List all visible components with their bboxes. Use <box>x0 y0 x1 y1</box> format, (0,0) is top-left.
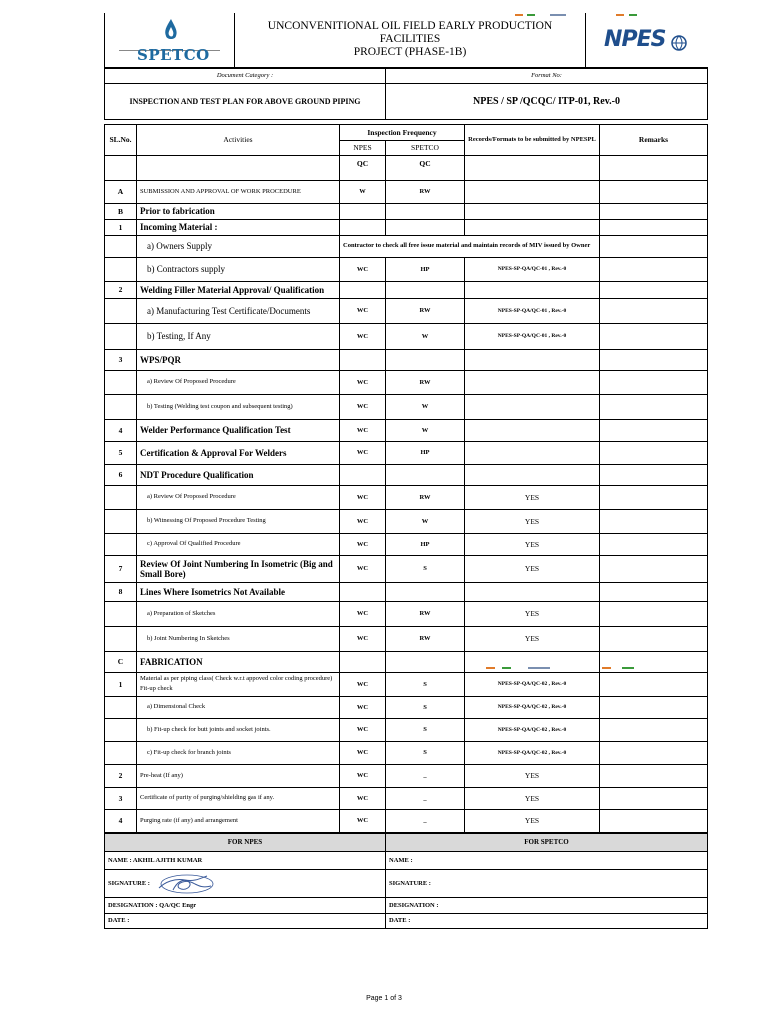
row-spetco: S <box>386 741 465 764</box>
row-sl <box>105 696 137 718</box>
row-sl <box>105 533 137 555</box>
npes-signature-cell <box>105 869 386 897</box>
row-activity: b) Fit-up check for butt joints and socket joints. <box>137 718 340 741</box>
row-records: YES <box>465 555 600 582</box>
row-npes: WC <box>340 323 386 349</box>
spetco-name: NAME : <box>386 851 708 869</box>
row-records: NPES-SP-QA/QC-02 , Rev.-0 <box>465 741 600 764</box>
spetco-designation: DESIGNATION : <box>386 897 708 913</box>
row-npes <box>340 651 386 672</box>
row-npes: WC <box>340 809 386 832</box>
table-row <box>105 441 708 464</box>
row-sl: 1 <box>105 672 137 696</box>
row-sl: 4 <box>105 809 137 832</box>
row-remarks <box>600 651 708 672</box>
row-records: YES <box>465 601 600 626</box>
row-sl <box>105 741 137 764</box>
format-no: NPES / SP /QCQC/ ITP-01, Rev.-0 <box>386 83 708 119</box>
row-spetco: RW <box>386 601 465 626</box>
col-sl: SL.No. <box>105 124 137 155</box>
row-activity: Welding Filler Material Approval/ Qualification <box>137 281 340 298</box>
row-remarks <box>600 464 708 485</box>
row-remarks <box>600 419 708 441</box>
project-title <box>235 13 586 67</box>
doc-category-label: Document Category : <box>105 68 386 83</box>
table-row <box>105 235 708 257</box>
row-records: YES <box>465 533 600 555</box>
row-npes <box>340 582 386 601</box>
row-spetco: W <box>386 323 465 349</box>
row-sl: C <box>105 651 137 672</box>
itp-rows <box>105 180 708 832</box>
row-npes: WC <box>340 533 386 555</box>
row-activity: b) Testing (Welding test coupon and subsequent testing) <box>137 394 340 419</box>
table-row <box>105 509 708 533</box>
table-row <box>105 764 708 787</box>
table-row <box>105 533 708 555</box>
flame-icon <box>163 18 179 44</box>
row-sl: B <box>105 203 137 219</box>
format-no-label: Format No: <box>386 68 708 83</box>
table-row <box>105 696 708 718</box>
row-records <box>465 349 600 370</box>
spetco-date: DATE : <box>386 913 708 928</box>
row-sl <box>105 601 137 626</box>
col-activities: Activities <box>137 124 340 155</box>
col-spetco: SPETCO <box>386 140 465 155</box>
handwritten-signature <box>155 872 215 896</box>
row-npes <box>340 219 386 235</box>
row-sl: 3 <box>105 349 137 370</box>
row-activity: a) Manufacturing Test Certificate/Documents <box>137 298 340 323</box>
row-sl <box>105 718 137 741</box>
row-npes: WC <box>340 509 386 533</box>
row-records: NPES-SP-QA/QC-01 , Rev.-0 <box>465 257 600 281</box>
row-spetco <box>386 651 465 672</box>
npes-date: DATE : <box>105 913 386 928</box>
row-npes <box>340 203 386 219</box>
table-row <box>105 718 708 741</box>
row-records <box>465 394 600 419</box>
table-row <box>105 219 708 235</box>
row-records: NPES-SP-QA/QC-02 , Rev.-0 <box>465 696 600 718</box>
table-row <box>105 370 708 394</box>
row-remarks <box>600 601 708 626</box>
row-spetco: W <box>386 394 465 419</box>
row-records: YES <box>465 626 600 651</box>
table-row <box>105 349 708 370</box>
row-records: NPES-SP-QA/QC-02 , Rev.-0 <box>465 718 600 741</box>
row-merged-note: Contractor to check all free issue material and maintain records of MIV issued by Owner <box>340 235 600 257</box>
col-spetco-qc: QC <box>386 155 465 180</box>
row-spetco: RW <box>386 485 465 509</box>
row-sl: 2 <box>105 764 137 787</box>
table-row <box>105 555 708 582</box>
for-spetco-heading: FOR SPETCO <box>386 833 708 851</box>
col-npes: NPES <box>340 140 386 155</box>
row-activity: c) Approval Of Qualified Procedure <box>137 533 340 555</box>
row-records <box>465 180 600 203</box>
row-remarks <box>600 323 708 349</box>
row-sl: 3 <box>105 787 137 809</box>
row-remarks <box>600 582 708 601</box>
row-remarks <box>600 626 708 651</box>
row-remarks <box>600 281 708 298</box>
row-npes: WC <box>340 741 386 764</box>
col-remarks: Remarks <box>600 124 708 155</box>
row-records: YES <box>465 485 600 509</box>
row-activity: a) Owners Supply <box>137 235 340 257</box>
row-sl: 2 <box>105 281 137 298</box>
row-records: NPES-SP-QA/QC-01 , Rev.-0 <box>465 298 600 323</box>
row-remarks <box>600 787 708 809</box>
globe-icon <box>669 34 689 52</box>
row-activity: Material as per piping class( Check w.r.t appoved color coding procedure) Fit-up check <box>137 672 340 696</box>
row-spetco: RW <box>386 370 465 394</box>
row-spetco: HP <box>386 533 465 555</box>
row-spetco: W <box>386 509 465 533</box>
table-row <box>105 419 708 441</box>
row-sl <box>105 394 137 419</box>
row-sl <box>105 257 137 281</box>
row-activity: b) Joint Numbering In Sketches <box>137 626 340 651</box>
row-remarks <box>600 555 708 582</box>
row-remarks <box>600 235 708 257</box>
row-activity: a) Review Of Proposed Procedure <box>137 370 340 394</box>
row-spetco: W <box>386 419 465 441</box>
table-row <box>105 626 708 651</box>
table-row <box>105 203 708 219</box>
row-sl: 6 <box>105 464 137 485</box>
row-activity: a) Dimensional Check <box>137 696 340 718</box>
npes-name: NAME : AKHIL AJITH KUMAR <box>105 851 386 869</box>
row-records <box>465 582 600 601</box>
row-activity: NDT Procedure Qualification <box>137 464 340 485</box>
row-sl <box>105 323 137 349</box>
spetco-logo-cell <box>105 13 235 67</box>
row-spetco <box>386 582 465 601</box>
row-sl <box>105 509 137 533</box>
row-npes: W <box>340 180 386 203</box>
row-npes: WC <box>340 696 386 718</box>
row-npes <box>340 281 386 298</box>
row-spetco <box>386 281 465 298</box>
row-records: YES <box>465 787 600 809</box>
row-npes: WC <box>340 672 386 696</box>
table-row <box>105 485 708 509</box>
signoff-table <box>104 833 708 929</box>
table-row <box>105 741 708 764</box>
row-remarks <box>600 509 708 533</box>
row-remarks <box>600 394 708 419</box>
col-npes-qc: QC <box>340 155 386 180</box>
row-sl: A <box>105 180 137 203</box>
row-sl: 8 <box>105 582 137 601</box>
table-row <box>105 787 708 809</box>
row-records <box>465 419 600 441</box>
row-records: NPES-SP-QA/QC-01 , Rev.-0 <box>465 323 600 349</box>
row-sl <box>105 298 137 323</box>
row-npes: WC <box>340 419 386 441</box>
spetco-signature: SIGNATURE : <box>386 869 708 897</box>
row-activity: SUBMISSION AND APPROVAL OF WORK PROCEDURE <box>137 180 340 203</box>
row-records: NPES-SP-QA/QC-02 , Rev.-0 <box>465 672 600 696</box>
row-sl <box>105 626 137 651</box>
row-activity: Welder Performance Qualification Test <box>137 419 340 441</box>
row-remarks <box>600 741 708 764</box>
row-npes <box>340 349 386 370</box>
row-records <box>465 281 600 298</box>
row-activity: a) Review Of Proposed Procedure <box>137 485 340 509</box>
row-npes: WC <box>340 298 386 323</box>
table-row <box>105 809 708 832</box>
row-sl: 7 <box>105 555 137 582</box>
npes-logo: NPES <box>604 27 666 53</box>
row-sl <box>105 485 137 509</box>
row-npes: WC <box>340 626 386 651</box>
table-row <box>105 394 708 419</box>
itp-table <box>104 124 708 833</box>
row-activity: Prior to fabrication <box>137 203 340 219</box>
row-activity: b) Contractors supply <box>137 257 340 281</box>
row-npes: WC <box>340 257 386 281</box>
row-sl <box>105 370 137 394</box>
row-activity: a) Preparation of Sketches <box>137 601 340 626</box>
row-records <box>465 441 600 464</box>
project-title-line1: UNCONVENITIONAL OIL FIELD EARLY PRODUCTION FACILITIES <box>267 20 553 46</box>
row-spetco <box>386 349 465 370</box>
row-spetco: RW <box>386 298 465 323</box>
row-activity: WPS/PQR <box>137 349 340 370</box>
row-spetco <box>386 203 465 219</box>
row-records <box>465 464 600 485</box>
row-remarks <box>600 764 708 787</box>
row-activity: Lines Where Isometrics Not Available <box>137 582 340 601</box>
table-row <box>105 582 708 601</box>
itp-document <box>104 13 707 929</box>
row-remarks <box>600 485 708 509</box>
table-row <box>105 180 708 203</box>
row-records <box>465 203 600 219</box>
row-sl <box>105 235 137 257</box>
row-spetco: S <box>386 696 465 718</box>
row-records <box>465 370 600 394</box>
row-remarks <box>600 672 708 696</box>
row-spetco: HP <box>386 441 465 464</box>
row-records <box>465 651 600 672</box>
spetco-logo <box>105 14 234 66</box>
row-remarks <box>600 298 708 323</box>
row-activity: FABRICATION <box>137 651 340 672</box>
row-remarks <box>600 809 708 832</box>
row-spetco: RW <box>386 180 465 203</box>
row-records <box>465 219 600 235</box>
row-records: YES <box>465 809 600 832</box>
row-npes: WC <box>340 764 386 787</box>
row-activity: b) Witnessing Of Proposed Procedure Testing <box>137 509 340 533</box>
project-title-line2: PROJECT (PHASE-1B) <box>353 46 467 59</box>
table-row <box>105 281 708 298</box>
row-npes: WC <box>340 485 386 509</box>
row-remarks <box>600 349 708 370</box>
table-row <box>105 464 708 485</box>
row-npes: WC <box>340 601 386 626</box>
row-remarks <box>600 533 708 555</box>
table-row <box>105 257 708 281</box>
row-spetco: _ <box>386 764 465 787</box>
row-spetco: RW <box>386 626 465 651</box>
npes-designation: DESIGNATION : QA/QC Engr <box>105 897 386 913</box>
row-activity: Review Of Joint Numbering In Isometric (Big and Small Bore) <box>137 555 340 582</box>
row-spetco: S <box>386 555 465 582</box>
doc-category: INSPECTION AND TEST PLAN FOR ABOVE GROUND PIPING <box>105 83 386 119</box>
row-records: YES <box>465 764 600 787</box>
table-row <box>105 651 708 672</box>
row-remarks <box>600 370 708 394</box>
col-records: Records/Formats to be submitted by NPESPL <box>465 124 600 155</box>
row-npes: WC <box>340 555 386 582</box>
table-row <box>105 601 708 626</box>
page-number: Page 1 of 3 <box>366 995 402 1002</box>
row-activity: Certification & Approval For Welders <box>137 441 340 464</box>
table-row <box>105 672 708 696</box>
row-spetco <box>386 464 465 485</box>
spetco-logo-text: SPETCO <box>137 45 210 64</box>
row-remarks <box>600 441 708 464</box>
row-spetco: HP <box>386 257 465 281</box>
row-sl: 5 <box>105 441 137 464</box>
row-npes: WC <box>340 394 386 419</box>
for-npes-heading: FOR NPES <box>105 833 386 851</box>
row-sl: 4 <box>105 419 137 441</box>
table-row <box>105 323 708 349</box>
row-spetco: _ <box>386 809 465 832</box>
row-npes <box>340 464 386 485</box>
npes-signature-label: SIGNATURE : <box>108 879 150 887</box>
row-npes: WC <box>340 370 386 394</box>
row-npes: WC <box>340 718 386 741</box>
row-remarks <box>600 696 708 718</box>
row-remarks <box>600 219 708 235</box>
row-records: YES <box>465 509 600 533</box>
row-activity: c) Fit-up check for branch joints <box>137 741 340 764</box>
row-sl: 1 <box>105 219 137 235</box>
row-spetco: S <box>386 718 465 741</box>
row-activity: Pre-heat (If any) <box>137 764 340 787</box>
row-remarks <box>600 203 708 219</box>
row-npes: WC <box>340 787 386 809</box>
row-remarks <box>600 257 708 281</box>
document-meta <box>104 68 708 120</box>
table-row <box>105 298 708 323</box>
row-spetco <box>386 219 465 235</box>
row-spetco: _ <box>386 787 465 809</box>
row-activity: Purging rate (if any) and arrangement <box>137 809 340 832</box>
row-npes: WC <box>340 441 386 464</box>
col-inspection-frequency: Inspection Frequency <box>340 124 465 140</box>
row-remarks <box>600 718 708 741</box>
row-activity: Incoming Material : <box>137 219 340 235</box>
row-remarks <box>600 180 708 203</box>
npes-logo-cell <box>586 13 708 67</box>
row-activity: b) Testing, If Any <box>137 323 340 349</box>
document-header <box>104 13 708 68</box>
row-activity: Certificate of purity of purging/shielding gas if any. <box>137 787 340 809</box>
row-spetco: S <box>386 672 465 696</box>
